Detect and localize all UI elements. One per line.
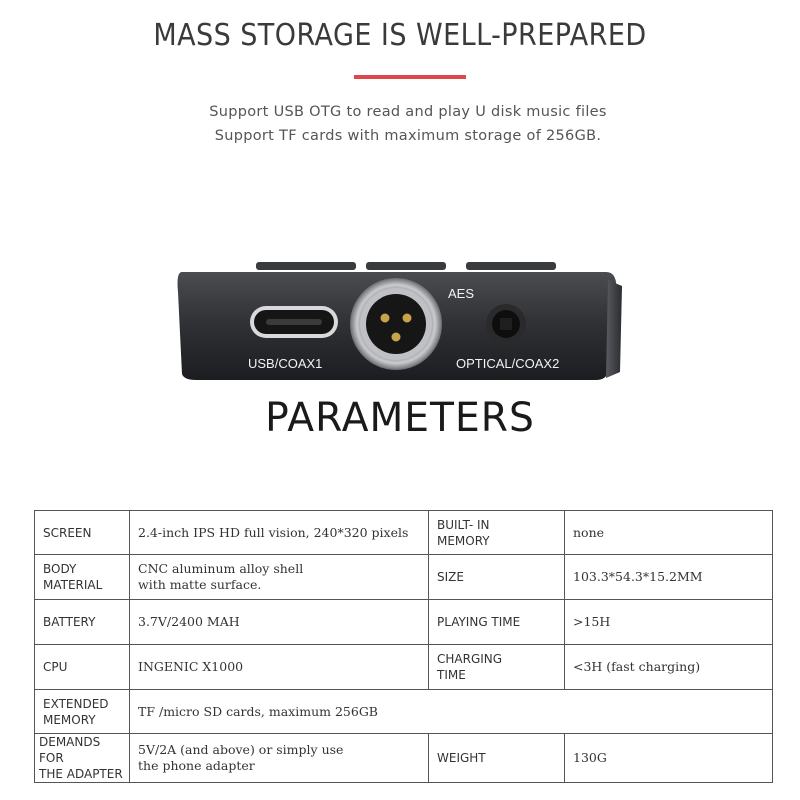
- parameters-heading: PARAMETERS: [265, 395, 535, 441]
- spec-key: BUILT- IN MEMORY: [437, 517, 490, 548]
- subtitle-line-2: Support TF cards with maximum storage of 256GB.: [214, 128, 602, 144]
- spec-key: SIZE: [437, 570, 464, 584]
- spec-key: CHARGING TIME: [437, 652, 503, 682]
- optical-coax2-label: OPTICAL/COAX2: [456, 356, 560, 371]
- table-row: [35, 555, 773, 600]
- spec-value: 103.3*54.3*15.2MM: [573, 569, 703, 584]
- spec-value: none: [573, 524, 605, 540]
- page-title: MASS STORAGE IS WELL-PREPARED: [153, 18, 647, 53]
- spec-key: CPU: [43, 660, 68, 674]
- aes-label: AES: [448, 286, 475, 301]
- spec-key: DEMANDS FOR THE ADAPTER: [39, 735, 123, 781]
- xlr-aes-connector-icon: [350, 278, 442, 370]
- device-bottom-illustration: [176, 262, 624, 382]
- spec-value: TF /micro SD cards, maximum 256GB: [138, 703, 378, 719]
- spec-key: SCREEN: [43, 525, 92, 540]
- spec-value: 3.7V/2400 MAH: [138, 614, 240, 629]
- subtitle-line-1: Support USB OTG to read and play U disk music files: [209, 104, 607, 120]
- spec-value: INGENIC X1000: [138, 659, 244, 674]
- spec-value: <3H (fast charging): [573, 659, 701, 674]
- spec-value: >15H: [573, 614, 611, 629]
- parameters-table: [34, 510, 773, 783]
- table-row: [35, 645, 773, 690]
- spec-key: PLAYING TIME: [437, 615, 521, 629]
- table-row: [35, 511, 773, 555]
- spec-key: BODY MATERIAL: [43, 562, 103, 592]
- usb-coax1-label: USB/COAX1: [248, 356, 323, 371]
- title-accent-bar: [354, 75, 466, 79]
- spec-value: CNC aluminum alloy shell with matte surface.: [138, 561, 304, 592]
- table-row: [35, 600, 773, 645]
- spec-value: 2.4-inch IPS HD full vision, 240*320 pixels: [138, 524, 409, 540]
- spec-value: 130G: [573, 750, 607, 765]
- usb-c-port-icon: [250, 306, 338, 338]
- spec-key: BATTERY: [43, 615, 96, 629]
- spec-value: 5V/2A (and above) or simply use the phone adapter: [138, 742, 344, 773]
- spec-key: WEIGHT: [437, 751, 486, 765]
- table-row: [35, 690, 773, 734]
- spec-key: EXTENDED MEMORY: [43, 696, 109, 727]
- top-edge-detail: [256, 262, 356, 270]
- optical-coax-jack-icon: [486, 304, 526, 344]
- table-row: [35, 734, 773, 783]
